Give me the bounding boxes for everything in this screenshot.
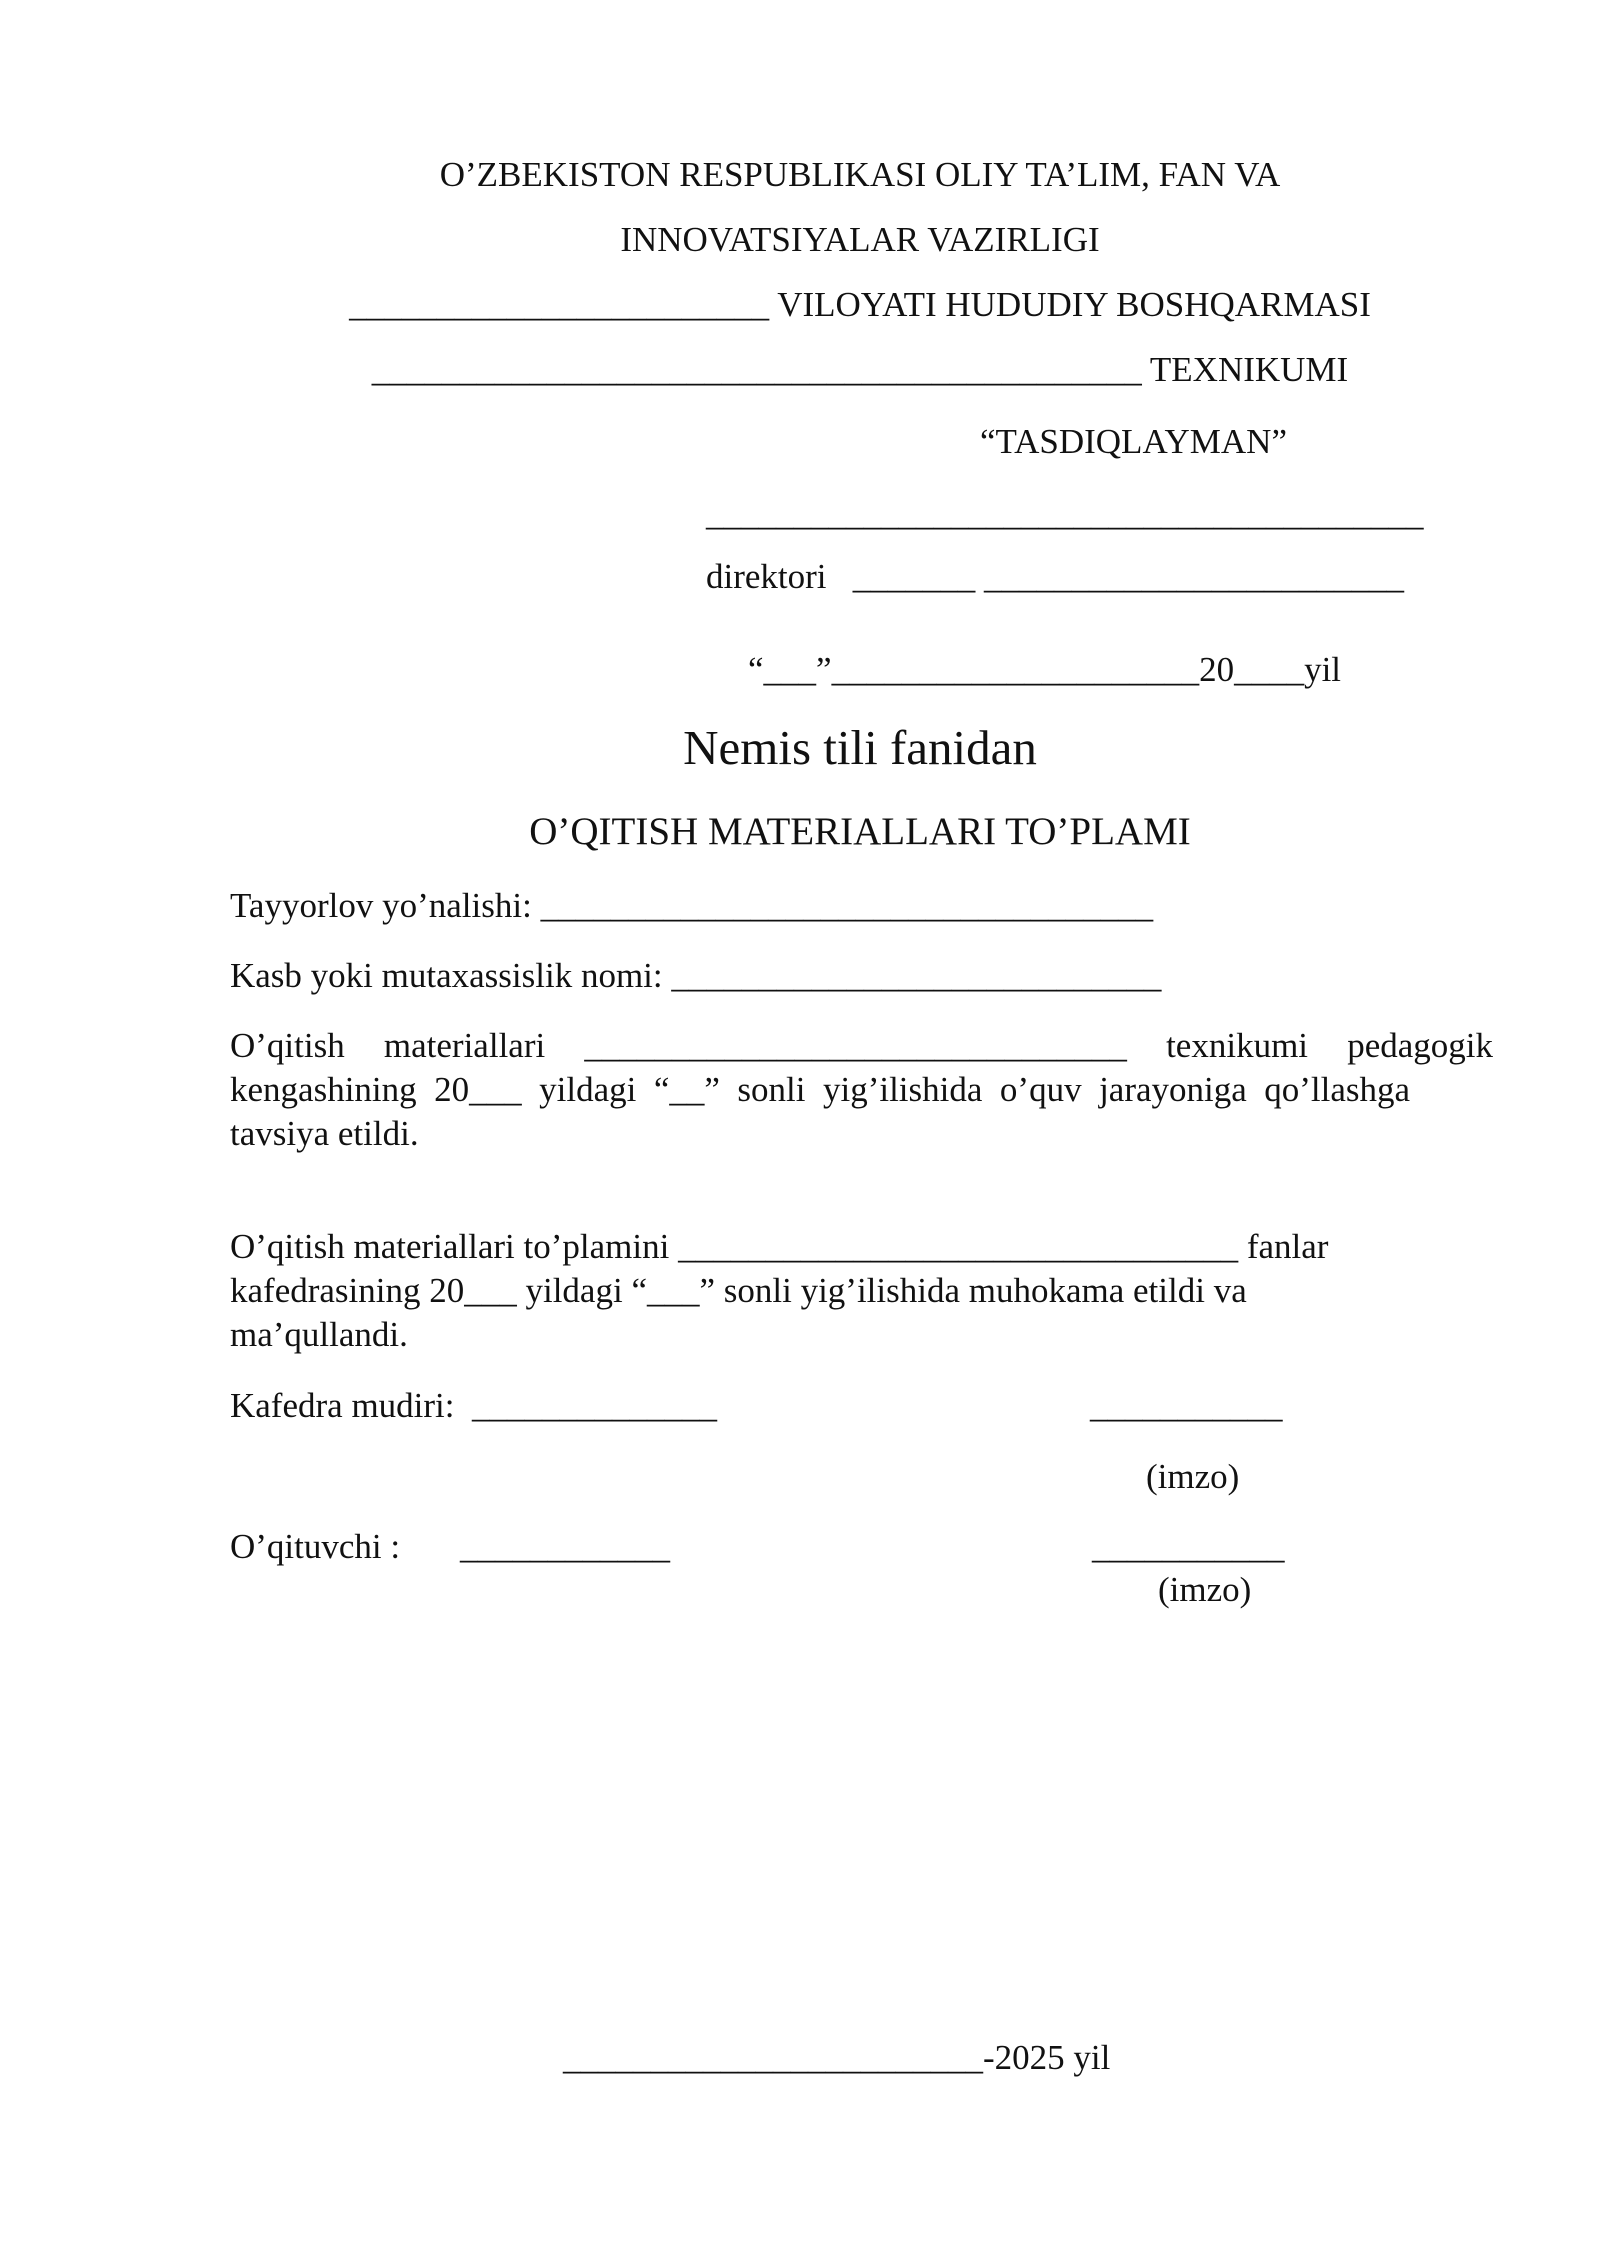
director-blank-short: _______ (852, 557, 976, 596)
profession-field (230, 958, 1161, 993)
region-line (0, 287, 1600, 322)
direction-field (230, 888, 1153, 923)
teacher-label: O’qituvchi : (230, 1527, 401, 1566)
profession-label: Kasb yoki mutaxassislik nomi: (230, 956, 663, 995)
director-label: direktori (706, 557, 827, 596)
paragraph-2-line-2: kafedrasining 20___ yildagi “___” sonli yig’ilishida muhokama etildi va (230, 1271, 1247, 1310)
teacher-signature-blank: ___________ (1092, 1527, 1285, 1566)
signature-caption-2: (imzo) (1158, 1570, 1252, 1609)
head-signature-blank: ___________ (1090, 1386, 1283, 1425)
region-blank: ________________________ (349, 285, 770, 324)
document-title: O’QITISH MATERIALLARI TO’PLAMI (529, 810, 1191, 853)
paragraph-2-line-3: ma’qullandi. (230, 1315, 408, 1354)
paragraph-2-line-1: O’qitish materiallari to’plamini ________________________________ fanlar (230, 1227, 1329, 1266)
footer-line (563, 2040, 1110, 2075)
director-blank-long: ________________________ (984, 557, 1405, 596)
paragraph-1-line-1: O’qitish materiallari _______________________________ texnikumi pedagogik (230, 1026, 1493, 1065)
approval-title: “TASDIQLAYMAN” (980, 422, 1287, 461)
ministry-line-2: INNOVATSIYALAR VAZIRLIGI (620, 220, 1100, 259)
footer-place-blank: ________________________ (563, 2038, 983, 2077)
head-of-department-line (230, 1388, 717, 1423)
subject-title: Nemis tili fanidan (683, 720, 1037, 775)
approval-signature-line: _________________________________________ (706, 494, 1424, 533)
direction-label: Tayyorlov yo’nalishi: (230, 886, 532, 925)
direction-blank: ___________________________________ (540, 886, 1154, 925)
paragraph-1-line-3: tavsiya etildi. (230, 1114, 419, 1153)
teacher-name-blank: ____________ (460, 1527, 670, 1566)
approval-date-line: “___”_____________________20____yil (748, 650, 1342, 689)
ministry-line-1: O’ZBEKISTON RESPUBLIKASI OLIY TA’LIM, FAN VA (439, 155, 1281, 194)
footer-year: -2025 yil (983, 2038, 1111, 2077)
college-text: TEXNIKUMI (1149, 350, 1349, 389)
profession-blank: ____________________________ (671, 956, 1162, 995)
signature-caption-1: (imzo) (1146, 1457, 1240, 1496)
college-line (0, 352, 1600, 387)
director-line (706, 559, 1404, 594)
head-label: Kafedra mudiri: (230, 1386, 455, 1425)
college-blank: ____________________________________________ (371, 350, 1142, 389)
region-text: VILOYATI HUDUDIY BOSHQARMASI (777, 285, 1371, 324)
paragraph-1-line-2: kengashining 20___ yildagi “__” sonli yig’ilishida o’quv jarayoniga qo’llashga (230, 1070, 1411, 1109)
head-name-blank: ______________ (472, 1386, 717, 1425)
